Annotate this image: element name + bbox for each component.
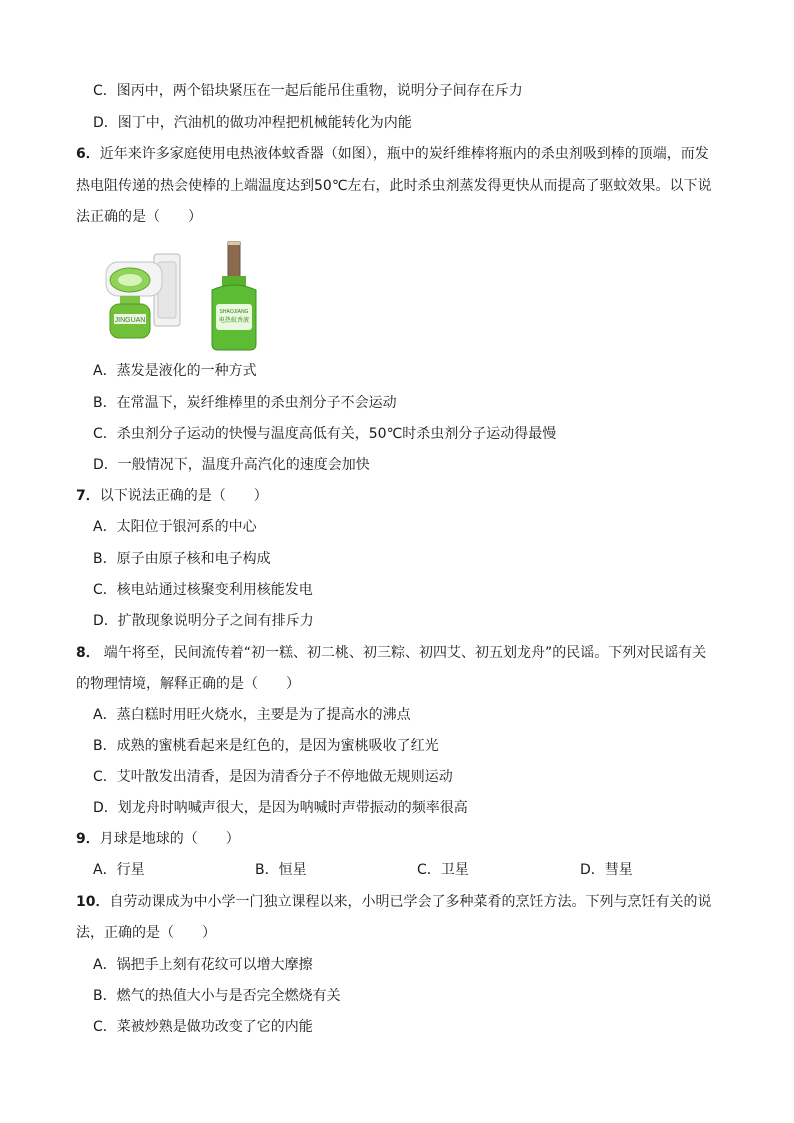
q8-option-c[interactable]: C．艾叶散发出清香，是因为清香分子不停地做无规则运动 <box>93 769 453 785</box>
q6-option-a[interactable]: A．蒸发是液化的一种方式 <box>93 363 257 379</box>
q7-number: 7． <box>76 488 100 504</box>
q5-option-d[interactable]: D．图丁中，汽油机的做功冲程把机械能转化为内能 <box>93 115 412 131</box>
q6-number: 6． <box>76 146 100 162</box>
q6-stem-text-1: 近年来许多家庭使用电热液体蚊香器（如图），瓶中的炭纤维棒将瓶内的杀虫剂吸到棒的顶端，而发 <box>99 146 709 162</box>
q7-option-b[interactable]: B．原子由原子核和电子构成 <box>93 551 271 567</box>
q9-number: 9． <box>76 831 100 847</box>
q10-option-a[interactable]: A．锅把手上刻有花纹可以增大摩擦 <box>93 957 313 973</box>
q8-stem-line-2: 的物理情境，解释正确的是（ ） <box>76 676 300 692</box>
q7-stem-text: 以下说法正确的是（ ） <box>99 488 268 504</box>
q9-stem-line <box>76 829 240 849</box>
q10-option-c[interactable]: C．菜被炒熟是做功改变了它的内能 <box>93 1019 313 1035</box>
q9-options-row <box>93 860 713 882</box>
q5-option-c[interactable]: C．图丙中，两个铅块紧压在一起后能吊住重物，说明分子间存在斥力 <box>93 83 523 99</box>
q9-stem-text: 月球是地球的（ ） <box>99 831 240 847</box>
carbon-fiber-wick <box>228 242 240 278</box>
q9-option-c[interactable]: C．卫星 <box>417 862 469 878</box>
q8-number: 8． <box>76 645 100 661</box>
q10-stem-line-2: 法，正确的是（ ） <box>76 925 216 941</box>
q7-option-d[interactable]: D．扩散现象说明分子之间有排斥力 <box>93 613 314 629</box>
q6-option-d[interactable]: D．一般情况下，温度升高汽化的速度会加快 <box>93 457 370 473</box>
right-bottle-cn-label: 电热蚊香液 <box>218 317 250 324</box>
q6-stem-line-3: 法正确的是（ ） <box>76 209 202 225</box>
q10-stem-text-1: 自劳动课成为中小学一门独立课程以来，小明已学会了多种菜肴的烹饪方法。下列与烹饪有关的说 <box>109 894 712 910</box>
q9-option-a[interactable]: A．行星 <box>93 862 145 878</box>
q8-stem-text-1: 端午将至，民间流传着“初一糕、初二桃、初三粽、初四艾、初五划龙舟”的民谣。下列对民谣有关 <box>103 645 707 661</box>
q10-option-b[interactable]: B．燃气的热值大小与是否完全燃烧有关 <box>93 988 341 1004</box>
q8-option-a[interactable]: A．蒸白糕时用旺火烧水，主要是为了提高水的沸点 <box>93 707 411 723</box>
left-bottle-label: JINGUAN <box>114 317 146 324</box>
q7-option-a[interactable]: A．太阳位于银河系的中心 <box>93 519 257 535</box>
q6-stem-line-1 <box>76 144 709 164</box>
mosquito-repellent-figure <box>100 240 260 352</box>
right-bottle-label: SHAOJIANG <box>219 309 249 315</box>
q6-option-c[interactable]: C．杀虫剂分子运动的快慢与温度高低有关，50℃时杀虫剂分子运动得最慢 <box>93 426 557 442</box>
q10-stem-line-1 <box>76 892 711 912</box>
q8-stem-line-1 <box>76 643 706 663</box>
mosquito-repellent-illustration <box>100 240 260 352</box>
q7-stem-line <box>76 486 268 506</box>
q10-number: 10． <box>76 894 110 910</box>
q9-option-d[interactable]: D．彗星 <box>580 862 633 878</box>
q6-option-b[interactable]: B．在常温下，炭纤维棒里的杀虫剂分子不会运动 <box>93 395 397 411</box>
q8-option-d[interactable]: D．划龙舟时呐喊声很大，是因为呐喊时声带振动的频率很高 <box>93 800 468 816</box>
q7-option-c[interactable]: C．核电站通过核聚变利用核能发电 <box>93 582 313 598</box>
q6-stem-line-2: 热电阻传递的热会使棒的上端温度达到50℃左右，此时杀虫剂蒸发得更快从而提高了驱蚊效果。以下说 <box>76 178 712 194</box>
q8-option-b[interactable]: B．成熟的蜜桃看起来是红色的，是因为蜜桃吸收了红光 <box>93 738 439 754</box>
q9-option-b[interactable]: B．恒星 <box>255 862 307 878</box>
